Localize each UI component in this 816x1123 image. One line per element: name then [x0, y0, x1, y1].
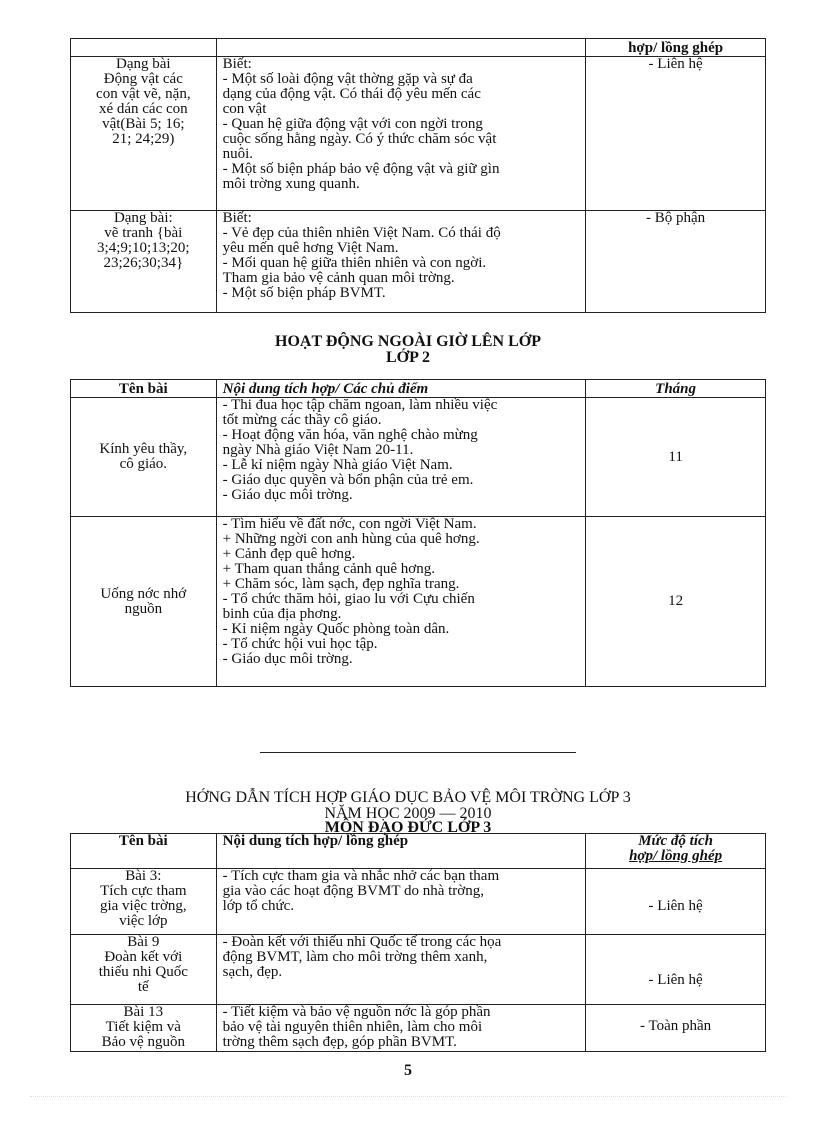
level-cell: - Toàn phần	[586, 1005, 766, 1052]
level-cell: - Liên hệ	[586, 935, 766, 1005]
content-cell: Biết: - Một số loài động vật thờng gặp và sự đa dạng của động vật. Có thái độ yêu mến các con vật - Quan hệ giữa động vật với con ngời trong cuộc sống hằng ngày. Có ý thức chăm sóc vật nuôi. - Một số biện pháp bảo vệ động vật và giữ gìn môi trờng xung quanh.	[216, 57, 586, 211]
lesson-name-cell: Bài 3: Tích cực tham gia việc trờng, việc lớp	[71, 869, 217, 935]
table-row	[71, 398, 766, 517]
table-row	[71, 1005, 766, 1052]
table-row	[71, 869, 766, 935]
content-cell: - Tìm hiểu về đất nớc, con ngời Việt Nam. + Những ngời con anh hùng của quê hơng. + Cảnh đẹp quê hơng. + Tham quan thắng cảnh quê hơng. + Chăm sóc, làm sạch, đẹp nghĩa trang. - Tổ chức thăm hỏi, giao lu với Cựu chiến binh của địa phơng. - Kỉ niệm ngày Quốc phòng toàn dân. - Tổ chức hội vui học tập. - Giáo dục môi trờng.	[216, 517, 586, 687]
table-dao-duc-lop-3	[70, 833, 766, 1052]
page-number: 5	[404, 1062, 412, 1079]
school-year: NĂM HỌC 2009 — 2010	[324, 805, 492, 822]
lesson-name-cell: Uống nớc nhớ nguồn	[71, 517, 217, 687]
table-header-row	[71, 834, 766, 869]
table-row	[71, 211, 766, 313]
lesson-name-cell: Dạng bài Động vật các con vật vẽ, nặn, xé dán các con vật(Bài 5; 16; 21; 24;29)	[71, 57, 217, 211]
lesson-name-cell: Dạng bài: vẽ tranh {bài 3;4;9;10;13;20; 23;26;30;34}	[71, 211, 217, 313]
level-cell: - Liên hệ	[586, 57, 766, 211]
level-cell: - Liên hệ	[586, 869, 766, 935]
header-level: Mức độ tích hợp/ lồng ghép	[586, 834, 766, 869]
table-row	[71, 935, 766, 1005]
header-content: Nội dung tích hợp/ lồng ghép	[216, 834, 586, 869]
content-cell: Biết: - Vẻ đẹp của thiên nhiên Việt Nam. Có thái độ yêu mến quê hơng Việt Nam. - Mối quan hệ giữa thiên nhiên và con ngời. Tham gia bảo vệ cảnh quan môi trờng. - Một số biện pháp BVMT.	[216, 211, 586, 313]
level-cell: - Bộ phận	[586, 211, 766, 313]
header-lesson-name: Tên bài	[71, 380, 217, 398]
header-month: Tháng	[586, 380, 766, 398]
table-dao-duc-continued	[70, 38, 766, 313]
section-title-ngoai-gio: HOẠT ĐỘNG NGOÀI GIỜ LÊN LỚP	[275, 333, 541, 350]
content-cell: - Tích cực tham gia và nhắc nhở các bạn tham gia vào các hoạt động BVMT do nhà trờng, lớp tổ chức.	[216, 869, 586, 935]
section-title-huong-dan: HỚNG DẪN TÍCH HỢP GIÁO DỤC BẢO VỆ MÔI TRỜNG LỚP 3	[185, 789, 631, 806]
table-header-row	[71, 380, 766, 398]
header-content: Nội dung tích hợp/ Các chủ điểm	[216, 380, 586, 398]
section-subtitle-lop-2: LỚP 2	[385, 349, 430, 366]
content-cell: - Thi đua học tập chăm ngoan, làm nhiều việc tốt mừng các thầy cô giáo. - Hoạt động văn hóa, văn nghệ chào mừng ngày Nhà giáo Việt Nam 20-11. - Lễ kỉ niệm ngày Nhà giáo Việt Nam. - Giáo dục quyền và bổn phận của trẻ em. - Giáo dục môi trờng.	[216, 398, 586, 517]
table-header-row	[71, 39, 766, 57]
header-level-continued: hợp/ lồng ghép	[586, 39, 766, 57]
header-lesson-name: Tên bài	[71, 834, 217, 869]
month-cell: 11	[586, 398, 766, 517]
section-divider	[260, 752, 576, 753]
lesson-name-cell: Bài 9 Đoàn kết với thiếu nhi Quốc tế	[71, 935, 217, 1005]
lesson-name-cell: Bài 13 Tiết kiệm và Bảo vệ nguồn	[71, 1005, 217, 1052]
content-cell: - Đoàn kết với thiếu nhi Quốc tế trong các họa động BVMT, làm cho môi trờng thêm xanh, sạch, đẹp.	[216, 935, 586, 1005]
subject-title: MÔN ĐẠO ĐỨC LỚP 3	[324, 819, 492, 836]
table-row	[71, 517, 766, 687]
lesson-name-cell: Kính yêu thầy, cô giáo.	[71, 398, 217, 517]
page-bottom-divider	[30, 1096, 786, 1097]
table-ngoai-gio	[70, 379, 766, 687]
month-cell: 12	[586, 517, 766, 687]
table-row	[71, 57, 766, 211]
content-cell: - Tiết kiệm và bảo vệ nguồn nớc là góp phần bảo vệ tài nguyên thiên nhiên, làm cho môi trờng thêm sạch đẹp, góp phần BVMT.	[216, 1005, 586, 1052]
